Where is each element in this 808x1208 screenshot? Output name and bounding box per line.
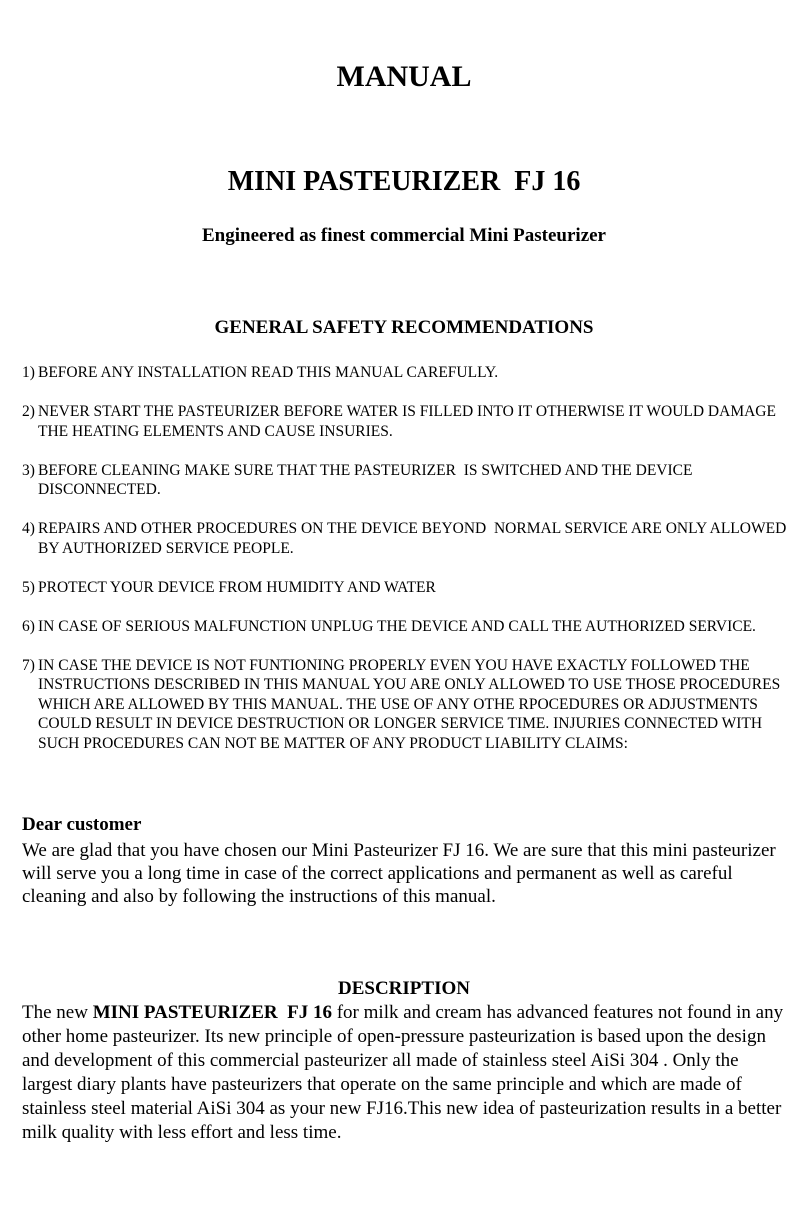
safety-item-number: 7) bbox=[22, 656, 35, 674]
safety-item-text: IN CASE OF SERIOUS MALFUNCTION UNPLUG THE DEVICE AND CALL THE AUTHORIZED SERVICE. bbox=[38, 617, 756, 635]
safety-item-2 bbox=[22, 402, 792, 441]
safety-item-text: PROTECT YOUR DEVICE FROM HUMIDITY AND WATER bbox=[38, 578, 436, 596]
safety-item-number: 3) bbox=[22, 461, 35, 479]
safety-item-5 bbox=[22, 578, 792, 598]
safety-item-number: 2) bbox=[22, 403, 35, 420]
dear-customer-heading: Dear customer bbox=[22, 814, 142, 835]
dear-customer-body: We are glad that you have chosen our Mini Pasteurizer FJ 16. We are sure that this mini pasteurizer will serve you a long time in case of the correct applications and permanent as well as careful cleaning and also by following the instructions of this manual. bbox=[22, 840, 776, 907]
safety-item-text: BEFORE CLEANING MAKE SURE THAT THE PASTEURIZER IS SWITCHED AND THE DEVICE DISCONNECTED. bbox=[38, 461, 697, 498]
safety-item-text: BEFORE ANY INSTALLATION READ THIS MANUAL CAREFULLY. bbox=[38, 364, 499, 381]
safety-item-4 bbox=[22, 519, 792, 558]
safety-item-number: 4) bbox=[22, 520, 35, 537]
safety-item-7 bbox=[22, 656, 792, 754]
safety-item-1 bbox=[22, 363, 792, 383]
description-text: for milk and cream has advanced features not found in any other home pasteurizer. Its new principle of open-pressure pasteurization is based upon the design and development of this commercial pasteurizer all made of stainless steel AiSi 304 . Only the largest diary plants have pasteurizers that operate on the same principle and which are made of stainless steel material AiSi 304 as your new FJ16.This new idea of pasteurization results in a better milk quality with less effort and less time. bbox=[22, 1002, 784, 1143]
safety-item-text: IN CASE THE DEVICE IS NOT FUNTIONING PROPERLY EVEN YOU HAVE EXACTLY FOLLOWED THE INSTRUCTIONS DESCRIBED IN THIS MANUAL YOU ARE ONLY ALLOWED TO USE THOSE PROCEDURES WHICH ARE ALLOWED BY THIS MANUAL. THE USE OF ANY OTHE RPOCEDURES OR ADJUSTMENTS COULD RESULT IN DEVICE DESTRUCTION OR LONGER SERVICE TIME. INJURIES CONNECTED WITH SUCH PROCEDURES CAN NOT BE MATTER OF ANY PRODUCT LIABILITY CLAIMS: bbox=[38, 656, 781, 752]
description-product-name: MINI PASTEURIZER FJ 16 bbox=[92, 1002, 332, 1023]
product-title: MINI PASTEURIZER FJ 16 bbox=[227, 166, 581, 197]
description-body bbox=[22, 1001, 792, 1145]
description-heading: DESCRIPTION bbox=[338, 978, 470, 999]
tagline: Engineered as finest commercial Mini Pasteurizer bbox=[201, 225, 606, 246]
safety-item-number: 6) bbox=[22, 617, 35, 635]
description-intro: The new bbox=[22, 1002, 93, 1023]
safety-item-text: REPAIRS AND OTHER PROCEDURES ON THE DEVICE BEYOND NORMAL SERVICE ARE ONLY ALLOWED BY AUTHORIZED SERVICE PEOPLE. bbox=[38, 520, 791, 557]
safety-item-text: NEVER START THE PASTEURIZER BEFORE WATER IS FILLED INTO IT OTHERWISE IT WOULD DAMAGE THE HEATING ELEMENTS AND CAUSE INSURIES. bbox=[38, 403, 776, 440]
safety-item-6 bbox=[22, 617, 792, 637]
safety-recommendations-list bbox=[22, 363, 792, 773]
safety-heading: GENERAL SAFETY RECOMMENDATIONS bbox=[214, 317, 594, 338]
safety-item-number: 1) bbox=[22, 364, 35, 381]
page-title: MANUAL bbox=[336, 60, 472, 93]
safety-item-3 bbox=[22, 461, 792, 500]
safety-item-number: 5) bbox=[22, 578, 35, 596]
